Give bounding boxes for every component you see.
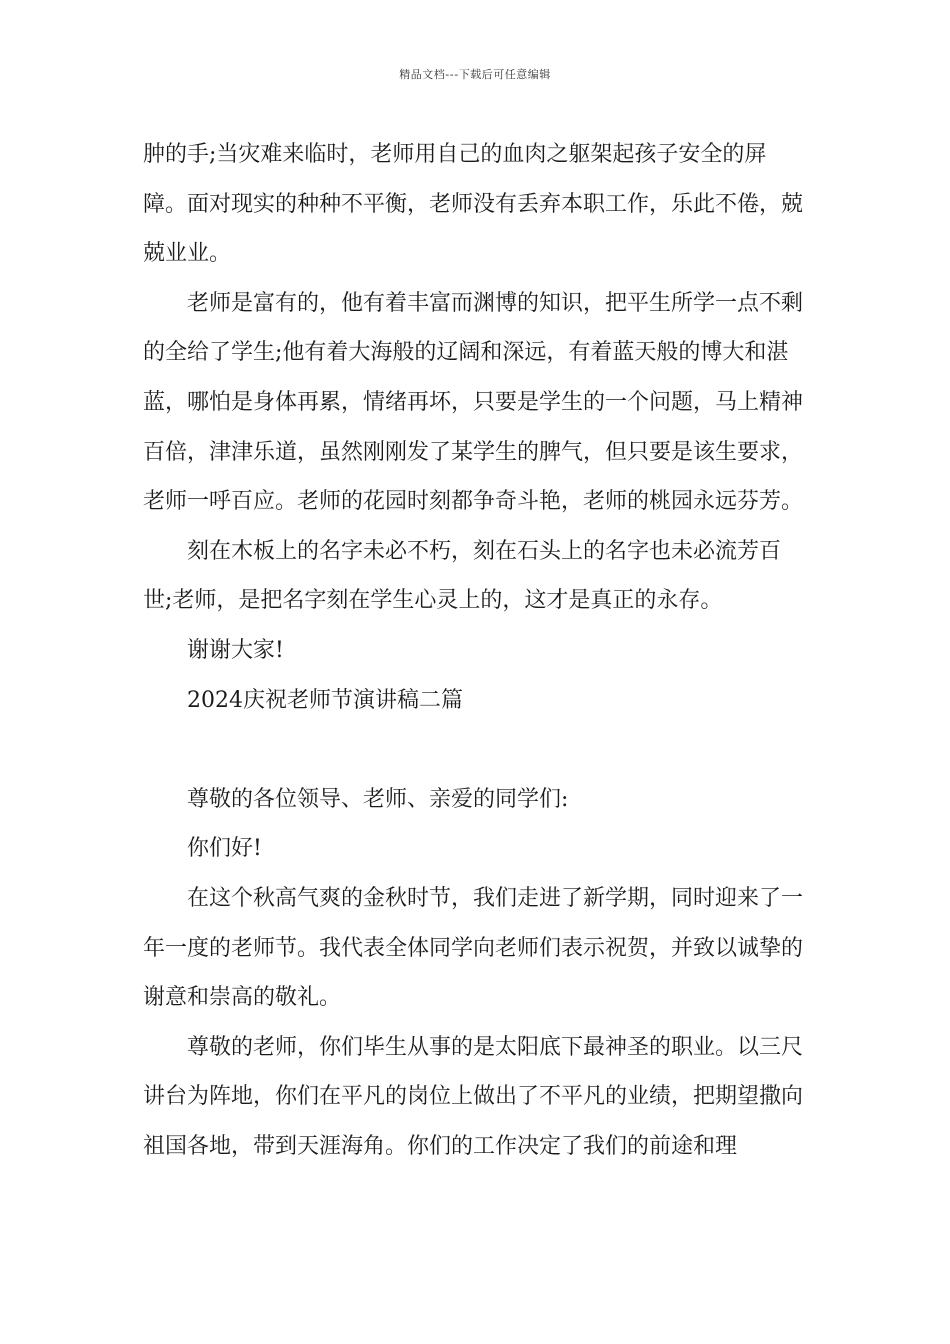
document-body — [143, 130, 808, 1171]
closing-thanks: 谢谢大家! — [187, 637, 284, 663]
paragraph-teacher-rich: 老师是富有的，他有着丰富而渊博的知识，把平生所学一点不剩的全给了学生;他有着大海般的辽阔和深远，有着蓝天般的博大和湛蓝，哪怕是身体再累，情绪再坏，只要是学生的一个问题，马上精神百倍，津津乐道，虽然刚刚发了某学生的脾气，但只要是该生要求，老师一呼百应。老师的花园时刻都争奇斗艳，老师的桃园永远芬芳。 — [143, 290, 804, 515]
page-header: 精品文档---下载后可任意编辑 — [399, 68, 551, 81]
paragraph-continuation: 肿的手;当灾难来临时，老师用自己的血肉之躯架起孩子安全的屏障。面对现实的种种不平衡，老师没有丢弃本职工作，乐此不倦，兢兢业业。 — [143, 142, 804, 267]
blank-line — [143, 725, 808, 775]
salutation: 尊敬的各位领导、老师、亲爱的同学们: — [187, 786, 569, 812]
section-title: 2024庆祝老师节演讲稿二篇 — [187, 687, 463, 713]
paragraph-name-carved: 刻在木板上的名字未必不朽，刻在石头上的名字也未必流芳百世;老师，是把名字刻在学生心灵上的，这才是真正的永存。 — [143, 538, 782, 614]
paragraph-autumn: 在这个秋高气爽的金秋时节，我们走进了新学期，同时迎来了一年一度的老师节。我代表全体同学向老师们表示祝贺，并致以诚挚的谢意和崇高的敬礼。 — [143, 885, 804, 1011]
greeting: 你们好! — [187, 836, 262, 862]
paragraph-sacred-profession: 尊敬的老师，你们毕生从事的是太阳底下最神圣的职业。以三尺讲台为阵地，你们在平凡的岗位上做出了不平凡的业绩，把期望撒向祖国各地，带到天涯海角。你们的工作决定了我们的前途和理 — [143, 1034, 804, 1159]
